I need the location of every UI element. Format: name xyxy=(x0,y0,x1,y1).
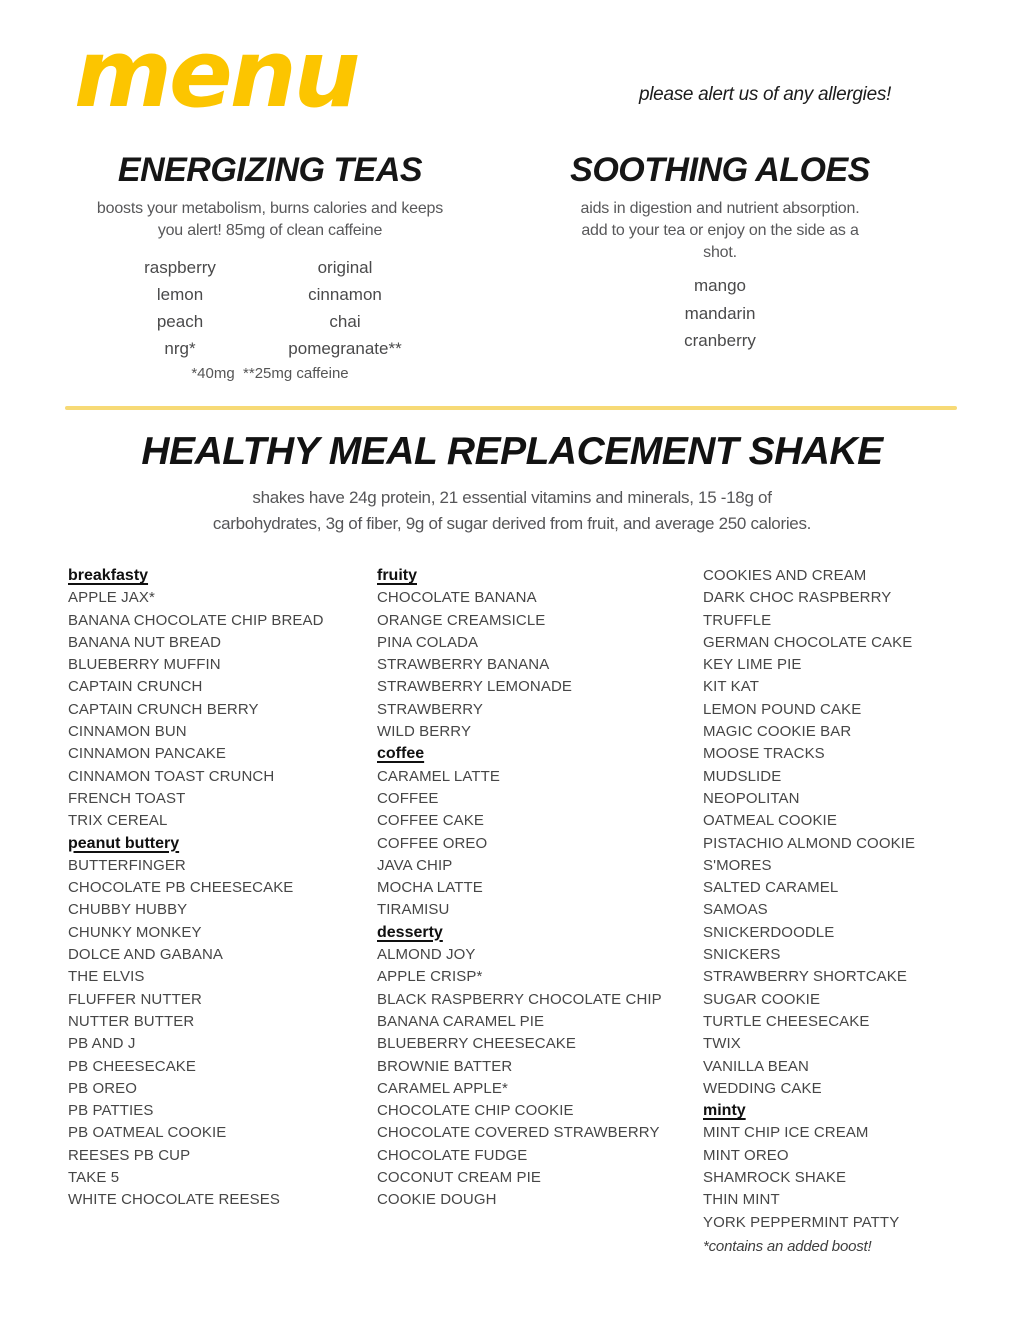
menu-item: COFFEE CAKE xyxy=(377,812,484,830)
menu-item: PISTACHIO ALMOND COOKIE xyxy=(703,834,916,852)
shake-description xyxy=(0,485,1024,537)
menu-item: MUDSLIDE xyxy=(703,767,782,785)
menu-item: OATMEAL COOKIE xyxy=(703,812,837,830)
menu-item: MINT CHIP ICE CREAM xyxy=(703,1124,869,1142)
menu-item: SHAMROCK SHAKE xyxy=(703,1169,847,1187)
aloe-flavor: cranberry xyxy=(684,331,756,350)
menu-item: CARAMEL APPLE* xyxy=(377,1079,508,1097)
menu-item: STRAWBERRY LEMONADE xyxy=(377,678,572,696)
menu-item: TAKE 5 xyxy=(68,1169,120,1187)
menu-item: SNICKERDOODLE xyxy=(703,923,835,941)
shake-section-header xyxy=(0,429,1024,537)
menu-item: APPLE JAX* xyxy=(68,589,155,607)
menu-item: THE ELVIS xyxy=(68,968,145,986)
tea-flavor-list xyxy=(105,254,435,362)
menu-item: STRAWBERRY BANANA xyxy=(377,656,550,674)
menu-item: CARAMEL LATTE xyxy=(377,767,500,785)
shake-flavor-column xyxy=(377,565,703,1234)
menu-item: BLACK RASPBERRY CHOCOLATE CHIP xyxy=(377,990,662,1008)
menu-item: MINT OREO xyxy=(703,1146,789,1164)
menu-item: CHUBBY HUBBY xyxy=(68,901,188,919)
tea-flavor-row xyxy=(105,254,435,281)
flavor-category-header: fruity xyxy=(377,567,417,584)
menu-item: SUGAR COOKIE xyxy=(703,990,821,1008)
flavor-block-list xyxy=(68,565,377,1212)
menu-item: COOKIES AND CREAM xyxy=(703,567,867,584)
menu-item: BROWNIE BATTER xyxy=(377,1057,513,1075)
menu-item: ORANGE CREAMSICLE xyxy=(377,611,546,629)
shake-description-line: shakes have 24g protein, 21 essential vitamins and minerals, 15 -18g of xyxy=(252,488,772,507)
teas-section-subtitle: boosts your metabolism, burns calories and keeps you alert! 85mg of clean caffeine xyxy=(96,200,444,239)
menu-item: COOKIE DOUGH xyxy=(377,1191,497,1209)
menu-item: REESES PB CUP xyxy=(68,1146,191,1164)
menu-item: COCONUT CREAM PIE xyxy=(377,1169,541,1187)
flavor-category-header: breakfasty xyxy=(68,567,149,584)
menu-item: WEDDING CAKE xyxy=(703,1079,822,1097)
tea-flavor: peach xyxy=(156,312,204,331)
menu-item: MOOSE TRACKS xyxy=(703,745,825,763)
menu-item: CHOCOLATE PB CHEESECAKE xyxy=(68,879,294,897)
menu-item: WHITE CHOCOLATE REESES xyxy=(68,1191,280,1209)
tea-flavor: cinnamon xyxy=(308,285,382,304)
flavor-block xyxy=(703,1100,998,1234)
flavor-block xyxy=(377,565,703,743)
energizing-teas-section xyxy=(55,150,485,382)
menu-item: CINNAMON BUN xyxy=(68,723,187,741)
menu-item: STRAWBERRY xyxy=(377,700,484,718)
menu-item: VANILLA BEAN xyxy=(703,1057,809,1075)
shake-flavor-column xyxy=(68,565,377,1234)
soothing-aloes-section xyxy=(540,150,900,355)
flavor-category-header: desserty xyxy=(377,923,443,941)
menu-item: PB PATTIES xyxy=(68,1102,154,1120)
aloe-flavor-list xyxy=(540,272,900,355)
menu-item: TIRAMISU xyxy=(377,901,450,919)
menu-item: TRUFFLE xyxy=(703,611,772,629)
menu-item: FLUFFER NUTTER xyxy=(68,990,202,1008)
aloes-section-subtitle: aids in digestion and nutrient absorption. add to your tea or enjoy on the side as a shot. xyxy=(580,200,860,261)
menu-item: PB OATMEAL COOKIE xyxy=(68,1124,227,1142)
menu-item: CINNAMON TOAST CRUNCH xyxy=(68,767,275,785)
menu-item: NUTTER BUTTER xyxy=(68,1012,195,1030)
shake-flavor-column xyxy=(703,565,998,1234)
menu-item: BLUEBERRY MUFFIN xyxy=(68,656,221,674)
menu-item: TWIX xyxy=(703,1035,741,1053)
menu-item: PB CHEESECAKE xyxy=(68,1057,197,1075)
tea-flavor-row xyxy=(105,281,435,308)
flavor-item-list xyxy=(377,944,703,1212)
menu-item: WILD BERRY xyxy=(377,723,472,741)
menu-item: TRIX CEREAL xyxy=(68,812,168,830)
boost-footnote: *contains an added boost! xyxy=(703,1238,872,1255)
flavor-block xyxy=(377,743,703,921)
flavor-item-list xyxy=(68,587,377,832)
flavor-block xyxy=(377,922,703,1212)
menu-item: APPLE CRISP* xyxy=(377,968,483,986)
menu-item: DARK CHOC RASPBERRY xyxy=(703,589,892,607)
menu-item: CHOCOLATE COVERED STRAWBERRY xyxy=(377,1124,660,1142)
menu-item: BUTTERFINGER xyxy=(68,856,186,874)
aloe-flavor: mango xyxy=(694,276,746,295)
shake-description-line: carbohydrates, 3g of fiber, 9g of sugar derived from fruit, and average 250 calories. xyxy=(212,514,812,533)
menu-item: PB OREO xyxy=(68,1079,138,1097)
shake-flavor-columns xyxy=(68,565,998,1234)
menu-item: CHOCOLATE CHIP COOKIE xyxy=(377,1102,574,1120)
flavor-block xyxy=(68,565,377,833)
tea-flavor-row xyxy=(105,308,435,335)
flavor-category-header: coffee xyxy=(377,745,425,763)
menu-item: DOLCE AND GABANA xyxy=(68,946,223,964)
yellow-divider xyxy=(65,406,957,410)
menu-item: NEOPOLITAN xyxy=(703,789,800,807)
menu-item: BANANA NUT BREAD xyxy=(68,633,222,651)
menu-item: KEY LIME PIE xyxy=(703,656,802,674)
flavor-item-list xyxy=(703,1122,998,1233)
tea-flavor: raspberry xyxy=(144,258,216,277)
menu-item: CINNAMON PANCAKE xyxy=(68,745,227,763)
flavor-category-header: peanut buttery xyxy=(68,834,180,852)
menu-item: LEMON POUND CAKE xyxy=(703,700,862,718)
menu-item: COFFEE OREO xyxy=(377,834,488,852)
flavor-block-list xyxy=(377,565,703,1212)
teas-section-title: ENERGIZING TEAS xyxy=(117,151,423,189)
allergy-note: please alert us of any allergies! xyxy=(638,84,892,105)
menu-item: BANANA CARAMEL PIE xyxy=(377,1012,545,1030)
menu-item: KIT KAT xyxy=(703,678,759,696)
shake-section-title: HEALTHY MEAL REPLACEMENT SHAKE xyxy=(141,430,883,473)
menu-item: JAVA CHIP xyxy=(377,856,453,874)
flavor-item-list xyxy=(377,766,703,922)
menu-item: S'MORES xyxy=(703,856,772,874)
tea-flavor: original xyxy=(317,258,373,277)
menu-item: MAGIC COOKIE BAR xyxy=(703,723,852,741)
menu-item: CHUNKY MONKEY xyxy=(68,923,202,941)
menu-item: BANANA CHOCOLATE CHIP BREAD xyxy=(68,611,324,629)
flavor-category-header: minty xyxy=(703,1102,746,1120)
menu-item: PINA COLADA xyxy=(377,633,479,651)
aloe-flavor: mandarin xyxy=(684,303,756,323)
menu-item: PB AND J xyxy=(68,1035,136,1053)
tea-flavor-row xyxy=(105,335,435,362)
flavor-item-list xyxy=(377,587,703,743)
menu-item: TURTLE CHEESECAKE xyxy=(703,1012,870,1030)
tea-flavor: nrg* xyxy=(164,339,196,358)
flavor-item-list xyxy=(68,855,377,1212)
menu-item: ALMOND JOY xyxy=(377,946,476,964)
menu-item: CHOCOLATE BANANA xyxy=(377,589,537,607)
menu-item: THIN MINT xyxy=(703,1191,780,1209)
aloes-section-title: SOOTHING ALOES xyxy=(570,151,870,189)
menu-item: GERMAN CHOCOLATE CAKE xyxy=(703,633,913,651)
menu-item: CAPTAIN CRUNCH BERRY xyxy=(68,700,259,718)
menu-item: FRENCH TOAST xyxy=(68,789,186,807)
menu-item: BLUEBERRY CHEESECAKE xyxy=(377,1035,577,1053)
menu-item: CAPTAIN CRUNCH xyxy=(68,678,203,696)
menu-item: STRAWBERRY SHORTCAKE xyxy=(703,968,907,986)
page-title: menu xyxy=(74,20,358,129)
menu-item: MOCHA LATTE xyxy=(377,879,483,897)
flavor-block xyxy=(703,565,998,1100)
menu-item: CHOCOLATE FUDGE xyxy=(377,1146,528,1164)
menu-item: YORK PEPPERMINT PATTY xyxy=(703,1213,900,1231)
menu-item: SAMOAS xyxy=(703,901,768,919)
tea-flavor: lemon xyxy=(156,285,204,304)
flavor-block-list xyxy=(703,565,998,1234)
menu-item: COFFEE xyxy=(377,789,439,807)
menu-item: SALTED CARAMEL xyxy=(703,879,839,897)
tea-flavor: chai xyxy=(329,312,361,331)
tea-flavor: pomegranate** xyxy=(288,339,402,358)
flavor-block xyxy=(68,833,377,1212)
menu-item: SNICKERS xyxy=(703,946,781,964)
flavor-item-list xyxy=(703,565,998,1100)
tea-caffeine-footnote: *40mg **25mg caffeine xyxy=(191,365,349,382)
